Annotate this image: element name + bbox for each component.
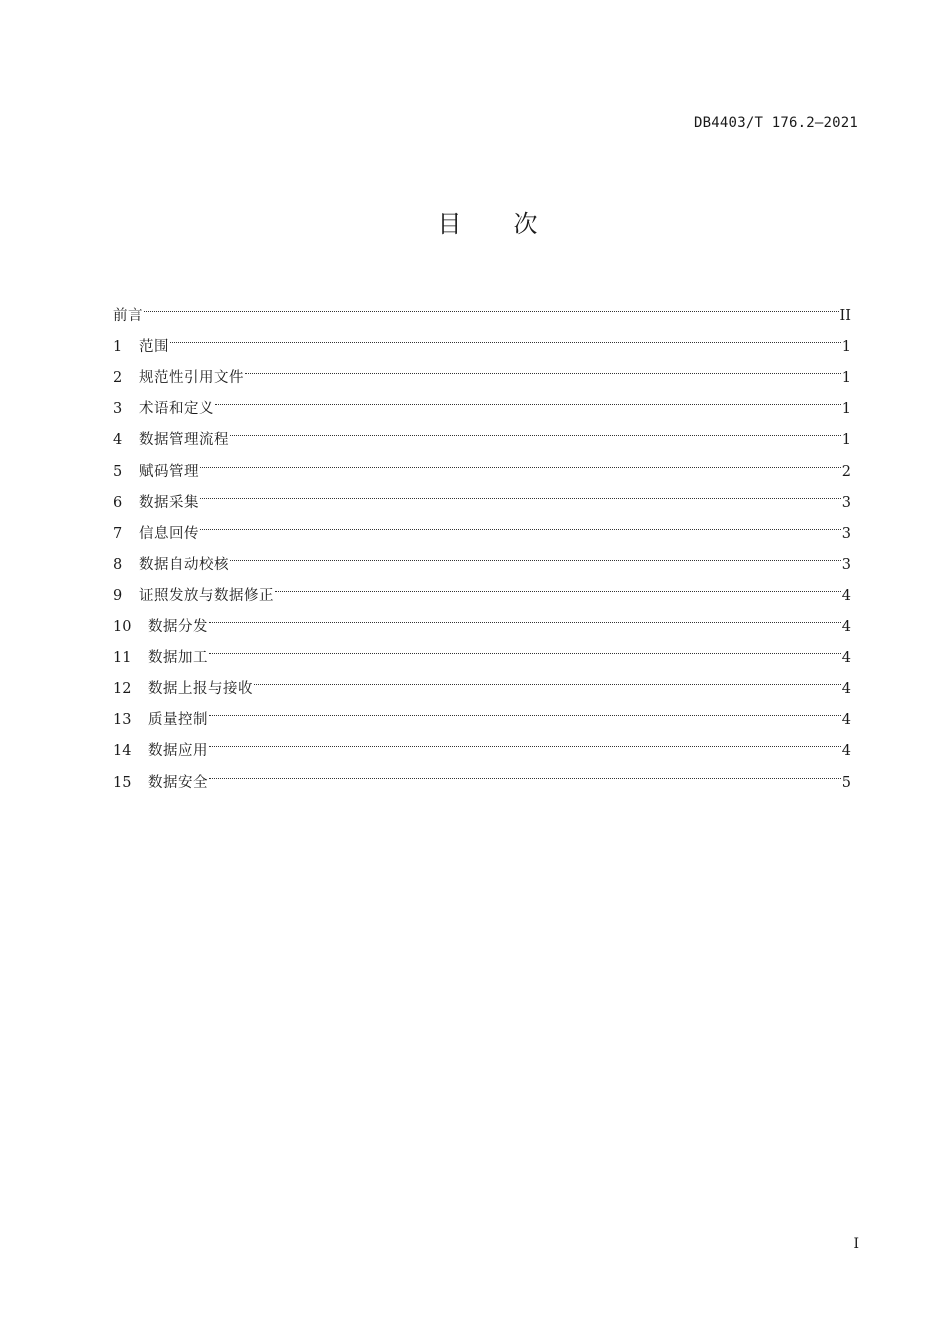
toc-entry-page: 2 — [841, 463, 851, 480]
toc-entry-label: 术语和定义 — [139, 401, 214, 418]
toc-entry-label: 数据上报与接收 — [148, 681, 253, 698]
toc-entry-14[interactable] — [113, 724, 851, 760]
toc-leader-dots — [200, 444, 841, 475]
toc-entry-number: 12 — [113, 681, 132, 698]
toc-entry-label: 数据分发 — [148, 619, 208, 636]
page-number: I — [853, 1236, 859, 1252]
toc-entry-10[interactable] — [113, 600, 851, 636]
toc-entry-label: 数据管理流程 — [139, 432, 229, 449]
toc-entry-number: 2 — [113, 370, 123, 387]
toc-leader-dots — [209, 600, 841, 631]
toc-leader-dots — [230, 413, 841, 444]
toc-entry-1[interactable] — [113, 320, 851, 356]
toc-entry-label: 规范性引用文件 — [139, 370, 244, 387]
toc-leader-dots — [170, 320, 841, 351]
toc-entry-number: 11 — [113, 650, 132, 667]
toc-entry-number: 15 — [113, 774, 132, 791]
toc-entry-number: 14 — [113, 743, 132, 760]
toc-entry-label: 数据自动校核 — [139, 556, 229, 573]
toc-entry-page: 3 — [841, 494, 851, 511]
toc-entry-number: 5 — [113, 463, 123, 480]
toc-entry-page: 4 — [841, 743, 851, 760]
toc-entry-number: 10 — [113, 619, 132, 636]
toc-entry-label: 证照发放与数据修正 — [139, 587, 274, 604]
toc-leader-dots — [275, 569, 841, 600]
page-title — [0, 204, 950, 239]
toc-entry-label: 数据加工 — [148, 650, 208, 667]
toc-entry-13[interactable] — [113, 693, 851, 729]
toc-entry-page: 4 — [841, 587, 851, 604]
toc-entry-8[interactable] — [113, 538, 851, 573]
toc-entry-label: 数据安全 — [148, 774, 208, 791]
toc-entry-label: 赋码管理 — [139, 463, 199, 480]
toc-entry-number: 13 — [113, 712, 132, 729]
toc-entry-page: 1 — [841, 432, 851, 449]
toc-entry-label: 质量控制 — [148, 712, 208, 729]
toc-entry-label: 前言 — [113, 308, 143, 325]
toc-leader-dots — [254, 662, 841, 693]
toc-entry-15[interactable] — [113, 755, 851, 791]
toc-leader-dots — [215, 382, 841, 413]
toc-entry-number: 7 — [113, 525, 123, 542]
toc-entry-number: 3 — [113, 401, 123, 418]
toc-entry-5[interactable] — [113, 444, 851, 480]
toc-entry-7[interactable] — [113, 507, 851, 542]
toc-leader-dots — [200, 476, 841, 507]
toc-entry-3[interactable] — [113, 382, 851, 418]
document-code: DB4403/T 176.2—2021 — [694, 115, 858, 131]
title-char-1: 目 — [437, 210, 462, 238]
toc-entry-page: 1 — [841, 339, 851, 356]
toc-entry-2[interactable] — [113, 351, 851, 387]
toc-leader-dots — [200, 507, 841, 538]
toc-leader-dots — [144, 289, 839, 320]
toc-entry-6[interactable] — [113, 476, 851, 511]
toc-leader-dots — [245, 351, 841, 382]
toc-entry-page: 4 — [841, 712, 851, 729]
toc-entry-number: 8 — [113, 556, 123, 573]
toc-entry-label: 范围 — [139, 339, 169, 356]
toc-entry-number: 6 — [113, 494, 123, 511]
toc-entry-label: 数据应用 — [148, 743, 208, 760]
toc-entry-11[interactable] — [113, 631, 851, 667]
toc-entry-4[interactable] — [113, 413, 851, 449]
toc-entry-foreword[interactable] — [113, 289, 851, 325]
toc-entry-page: 1 — [841, 401, 851, 418]
toc-entry-page: 5 — [841, 774, 851, 791]
toc-entry-label: 信息回传 — [139, 525, 199, 542]
toc-entry-number: 9 — [113, 587, 123, 604]
toc-entry-page: 4 — [841, 681, 851, 698]
toc-entry-12[interactable] — [113, 662, 851, 698]
toc-entry-page: II — [839, 308, 851, 325]
toc-entry-page: 4 — [841, 619, 851, 636]
toc-entry-label: 数据采集 — [139, 494, 199, 511]
toc-entry-page: 3 — [841, 525, 851, 542]
toc-leader-dots — [230, 538, 841, 569]
toc-leader-dots — [209, 693, 841, 724]
toc-entry-page: 1 — [841, 370, 851, 387]
toc-entry-number: 4 — [113, 432, 123, 449]
toc-entry-page: 4 — [841, 650, 851, 667]
toc-leader-dots — [209, 724, 841, 755]
title-char-2: 次 — [513, 210, 538, 238]
toc-entry-page: 3 — [841, 556, 851, 573]
toc-entry-number: 1 — [113, 339, 123, 356]
table-of-contents — [113, 289, 851, 791]
toc-leader-dots — [209, 631, 841, 662]
toc-leader-dots — [209, 755, 841, 786]
